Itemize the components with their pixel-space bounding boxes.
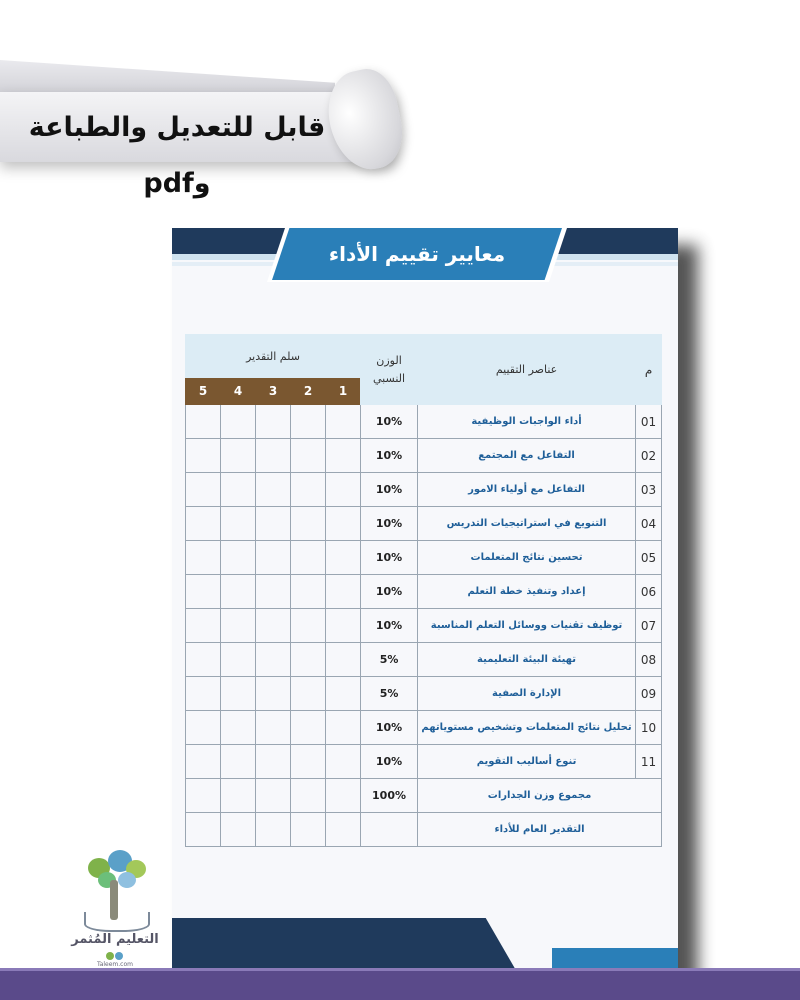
overall-weight-cell[interactable] [361, 813, 418, 847]
table-row [186, 745, 662, 779]
rating-cell[interactable] [221, 473, 256, 507]
row-number: 05 [636, 541, 662, 575]
row-element: إعداد وتنفيذ خطة التعلم [418, 575, 636, 609]
banner-text: قابل للتعديل والطباعة وpdf [28, 112, 326, 199]
row-number: 02 [636, 439, 662, 473]
scale-value-3: 3 [256, 378, 291, 405]
rating-cell[interactable] [186, 439, 221, 473]
rating-cell[interactable] [256, 473, 291, 507]
rating-cell[interactable] [186, 541, 221, 575]
row-number: 09 [636, 677, 662, 711]
tree-leaf-icon [118, 872, 136, 888]
rating-cell[interactable] [291, 507, 326, 541]
rating-cell[interactable] [326, 745, 361, 779]
overall-cell[interactable] [256, 813, 291, 847]
total-cell[interactable] [256, 779, 291, 813]
row-number: 11 [636, 745, 662, 779]
total-cell[interactable] [186, 779, 221, 813]
logo-url: Taleem.com [97, 961, 133, 968]
rating-cell[interactable] [326, 473, 361, 507]
row-number: 10 [636, 711, 662, 745]
overall-cell[interactable] [326, 813, 361, 847]
total-label: مجموع وزن الجدارات [418, 779, 662, 813]
total-row [186, 779, 662, 813]
overall-cell[interactable] [221, 813, 256, 847]
row-element: أداء الواجبات الوظيفية [418, 405, 636, 439]
rating-cell[interactable] [256, 439, 291, 473]
rating-cell[interactable] [221, 507, 256, 541]
rating-cell[interactable] [256, 575, 291, 609]
table-row [186, 507, 662, 541]
header-element: عناصر التقييم [418, 335, 636, 405]
rating-cell[interactable] [326, 507, 361, 541]
row-weight: 5% [361, 677, 418, 711]
rating-cell[interactable] [221, 745, 256, 779]
row-weight: 10% [361, 405, 418, 439]
rating-cell[interactable] [291, 677, 326, 711]
rating-cell[interactable] [221, 609, 256, 643]
row-weight: 10% [361, 575, 418, 609]
row-element: تحسين نتائج المتعلمات [418, 541, 636, 575]
promo-banner [0, 60, 420, 200]
row-number: 03 [636, 473, 662, 507]
logo-dots-icon [106, 952, 126, 960]
rating-cell[interactable] [221, 643, 256, 677]
rating-cell[interactable] [291, 405, 326, 439]
rating-cell[interactable] [256, 745, 291, 779]
rating-cell[interactable] [186, 745, 221, 779]
document-page [172, 228, 678, 980]
table-row [186, 575, 662, 609]
table-row [186, 711, 662, 745]
scale-value-2: 2 [291, 378, 326, 405]
rating-cell[interactable] [186, 507, 221, 541]
total-cell[interactable] [326, 779, 361, 813]
row-weight: 10% [361, 745, 418, 779]
rating-cell[interactable] [186, 473, 221, 507]
rating-cell[interactable] [256, 541, 291, 575]
table-body [186, 405, 662, 779]
rating-cell[interactable] [326, 405, 361, 439]
rating-cell[interactable] [326, 575, 361, 609]
table-row [186, 677, 662, 711]
rating-cell[interactable] [291, 473, 326, 507]
rating-cell[interactable] [326, 711, 361, 745]
table-row [186, 439, 662, 473]
scale-value-4: 4 [221, 378, 256, 405]
rating-cell[interactable] [256, 711, 291, 745]
row-number: 08 [636, 643, 662, 677]
row-element: التنويع في استراتيجيات التدريس [418, 507, 636, 541]
header-num: م [636, 335, 662, 405]
rating-cell[interactable] [256, 677, 291, 711]
rating-cell[interactable] [291, 745, 326, 779]
row-element: التفاعل مع المجتمع [418, 439, 636, 473]
rating-cell[interactable] [326, 439, 361, 473]
total-cell[interactable] [291, 779, 326, 813]
rating-cell[interactable] [291, 575, 326, 609]
rating-cell[interactable] [291, 711, 326, 745]
overall-cell[interactable] [186, 813, 221, 847]
overall-label: التقدير العام للأداء [418, 813, 662, 847]
rating-cell[interactable] [291, 609, 326, 643]
bottom-band-highlight [0, 968, 800, 971]
rating-cell[interactable] [186, 575, 221, 609]
row-weight: 10% [361, 711, 418, 745]
row-weight: 10% [361, 609, 418, 643]
rating-cell[interactable] [291, 541, 326, 575]
rating-cell[interactable] [186, 677, 221, 711]
row-element: التفاعل مع أولياء الامور [418, 473, 636, 507]
logo-name: التعليم المُثمر [71, 932, 159, 947]
row-element: تهيئة البيئة التعليمية [418, 643, 636, 677]
header-weight: الوزن النسبي [361, 335, 418, 405]
row-weight: 5% [361, 643, 418, 677]
bottom-band [0, 968, 800, 1000]
document-title: معايير تقييم الأداء [328, 242, 506, 266]
table-row [186, 609, 662, 643]
table-row [186, 405, 662, 439]
row-element: تنوع أساليب التقويم [418, 745, 636, 779]
rating-cell[interactable] [291, 643, 326, 677]
rating-cell[interactable] [186, 711, 221, 745]
row-number: 06 [636, 575, 662, 609]
rating-cell[interactable] [326, 677, 361, 711]
evaluation-table [185, 334, 662, 847]
rating-cell[interactable] [221, 439, 256, 473]
row-weight: 10% [361, 541, 418, 575]
header-scale: سلم التقدير [186, 335, 361, 378]
total-cell[interactable] [221, 779, 256, 813]
table-row [186, 541, 662, 575]
rating-cell[interactable] [186, 643, 221, 677]
rating-cell[interactable] [186, 405, 221, 439]
rating-cell[interactable] [221, 575, 256, 609]
rating-cell[interactable] [221, 711, 256, 745]
scale-value-1: 1 [326, 378, 361, 405]
table-row [186, 643, 662, 677]
rating-cell[interactable] [221, 677, 256, 711]
row-weight: 10% [361, 473, 418, 507]
open-book-icon [84, 912, 150, 932]
rating-cell[interactable] [186, 609, 221, 643]
row-number: 04 [636, 507, 662, 541]
rating-cell[interactable] [326, 609, 361, 643]
rating-cell[interactable] [256, 609, 291, 643]
rating-cell[interactable] [221, 405, 256, 439]
row-number: 01 [636, 405, 662, 439]
scale-value-5: 5 [186, 378, 221, 405]
row-element: الإدارة الصفية [418, 677, 636, 711]
rating-cell[interactable] [221, 541, 256, 575]
rating-cell[interactable] [256, 643, 291, 677]
rating-cell[interactable] [326, 541, 361, 575]
rating-cell[interactable] [326, 643, 361, 677]
row-weight: 10% [361, 507, 418, 541]
overall-row [186, 813, 662, 847]
rating-cell[interactable] [256, 507, 291, 541]
rating-cell[interactable] [256, 405, 291, 439]
total-weight: 100% [361, 779, 418, 813]
row-element: تحليل نتائج المتعلمات وتشخيص مستوياتهم [418, 711, 636, 745]
rating-cell[interactable] [291, 439, 326, 473]
table-row [186, 473, 662, 507]
row-number: 07 [636, 609, 662, 643]
brand-logo [70, 850, 160, 970]
row-element: توظيف تقنيات ووسائل التعلم المناسبة [418, 609, 636, 643]
table-header-row [186, 335, 662, 378]
row-weight: 10% [361, 439, 418, 473]
overall-cell[interactable] [291, 813, 326, 847]
